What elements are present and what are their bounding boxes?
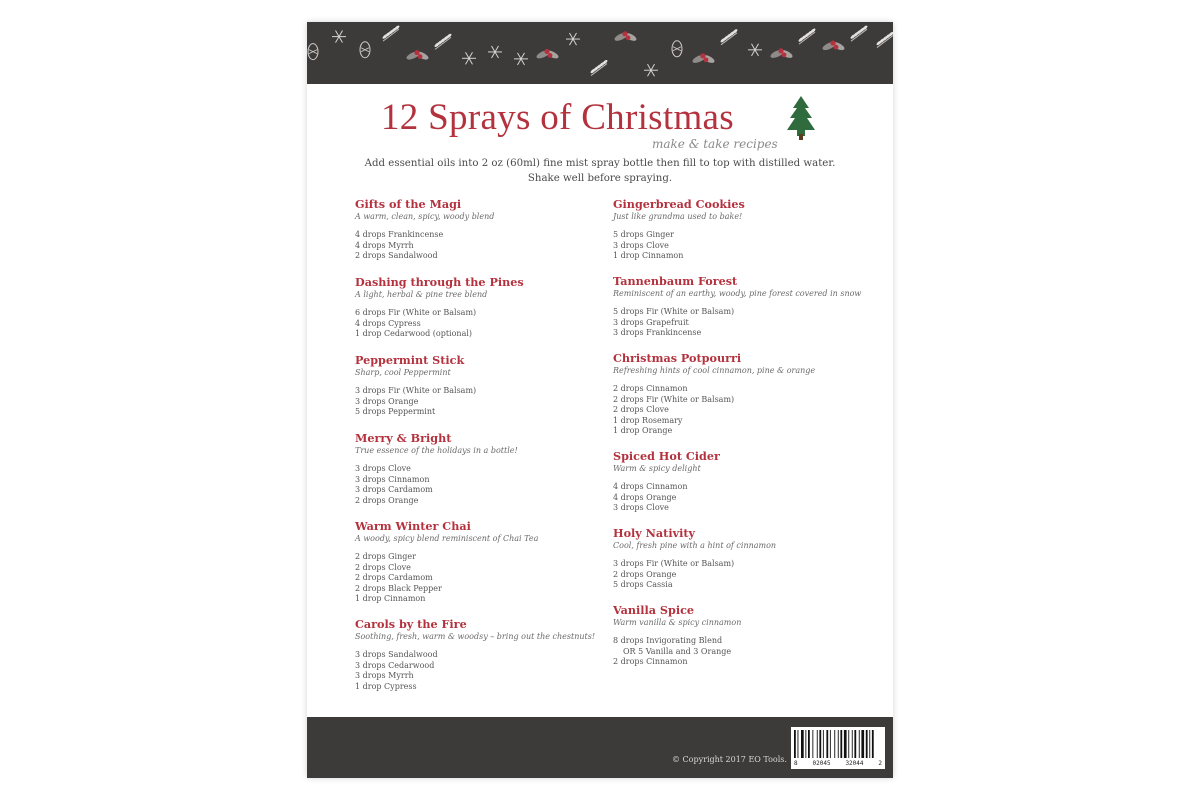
recipe-ingredient: 1 drop Cypress [355,681,417,691]
recipe-title: Warm Winter Chai [355,519,471,533]
recipe-ingredient: 3 drops Cardamom [355,485,433,494]
recipe-carols-by-the-fire [355,618,605,692]
recipe-spiced-hot-cider [613,450,863,514]
recipe-ingredient: 2 drops Black Pepper [355,583,442,593]
recipe-ingredient: 3 drops Cinnamon [355,474,430,484]
recipe-merry-and-bright [355,432,605,506]
recipe-ingredient: 3 drops Fir (White or Balsam) [613,559,735,568]
recipe-title: Christmas Potpourri [613,351,742,365]
recipe-description: Refreshing hints of cool cinnamon, pine & orange [613,366,816,375]
recipe-ingredient: 2 drops Fir (White or Balsam) [613,394,735,404]
recipe-description: A woody, spicy blend reminiscent of Chai Tea [355,534,539,543]
recipe-ingredient: 3 drops Myrrh [355,671,414,680]
recipe-ingredient: 3 drops Clove [355,464,411,473]
recipe-ingredient: 6 drops Fir (White or Balsam) [355,308,477,317]
recipe-ingredient: 3 drops Sandalwood [355,650,438,659]
recipe-ingredient: 2 drops Cinnamon [613,384,688,393]
recipe-gingerbread-cookies [613,198,863,262]
recipe-ingredient: 2 drops Sandalwood [355,251,438,260]
recipe-description: Warm & spicy delight [613,464,701,473]
recipe-ingredient: 4 drops Cypress [355,318,421,328]
recipe-sheet [307,22,893,778]
recipe-description: Sharp, cool Peppermint [355,368,451,377]
recipe-description: Just like grandma used to bake! [613,212,743,221]
recipe-ingredient: 3 drops Frankincense [613,328,702,337]
recipe-title: Tannenbaum Forest [613,274,738,288]
instructions-line-2: Shake well before spraying. [527,173,673,184]
recipe-ingredient: 4 drops Myrrh [355,240,414,250]
barcode-digits: 32044 [845,760,864,767]
page-title: 12 Sprays of Christmas [381,97,734,138]
barcode-number [794,760,882,767]
recipe-ingredient: 5 drops Fir (White or Balsam) [613,307,735,316]
recipe-ingredient: 1 drop Rosemary [613,415,683,425]
recipe-ingredient: 3 drops Grapefruit [613,317,689,327]
barcode-digit: 2 [878,760,882,767]
recipe-description: True essence of the holidays in a bottle! [355,446,518,455]
recipe-title: Merry & Bright [355,431,452,445]
recipe-ingredient: 2 drops Orange [613,569,677,579]
recipe-title: Dashing through the Pines [355,275,524,289]
recipe-description: Reminiscent of an earthy, woody, pine forest covered in snow [613,289,862,298]
recipe-ingredient: 8 drops Invigorating Blend [613,636,723,645]
recipe-title: Gingerbread Cookies [613,197,745,211]
recipe-dashing-through-the-pines [355,276,605,340]
recipe-ingredient: 2 drops Clove [355,562,411,572]
recipe-ingredient: 1 drop Cedarwood (optional) [355,329,473,338]
recipe-description: Cool, fresh pine with a hint of cinnamon [613,541,777,550]
title-block [307,92,893,152]
recipe-vanilla-spice [613,604,863,668]
recipe-ingredient: 5 drops Ginger [613,230,674,239]
recipe-ingredient: 1 drop Orange [613,426,673,435]
recipe-gifts-of-the-magi [355,198,605,262]
recipe-ingredient: 3 drops Clove [613,240,669,250]
recipe-ingredient: 3 drops Cedarwood [355,660,435,670]
recipe-ingredient: 2 drops Cardamom [355,573,433,582]
barcode [791,727,885,769]
barcode-digits: 02045 [812,760,831,767]
recipe-ingredient: 4 drops Cinnamon [613,482,688,491]
recipe-description: Soothing, fresh, warm & woodsy – bring out the chestnuts! [355,632,596,641]
instructions-line-1: Add essential oils into 2 oz (60ml) fine mist spray bottle then fill to top with distilled water. [364,158,836,169]
page-subtitle: make & take recipes [652,137,778,151]
recipe-ingredient: 2 drops Ginger [355,552,416,561]
copyright-text: © Copyright 2017 EO Tools. [672,755,787,764]
barcode-icon [794,730,882,760]
recipe-ingredient: OR 5 Vanilla and 3 Orange [623,646,732,656]
recipe-holy-nativity [613,527,863,591]
recipe-ingredient: 1 drop Cinnamon [355,594,426,603]
recipe-ingredient: 4 drops Frankincense [355,230,444,239]
recipe-title: Spiced Hot Cider [613,449,720,463]
recipe-title: Vanilla Spice [613,603,695,617]
instructions [337,156,863,186]
barcode-digit: 8 [794,760,798,767]
recipe-ingredient: 3 drops Orange [355,396,419,406]
recipe-description: A warm, clean, spicy, woody blend [355,212,495,221]
recipe-ingredient: 3 drops Fir (White or Balsam) [355,386,477,395]
recipe-description: Warm vanilla & spicy cinnamon [613,618,742,627]
recipe-description: A light, herbal & pine tree blend [355,290,488,299]
recipe-warm-winter-chai [355,520,605,605]
recipe-ingredient: 1 drop Cinnamon [613,251,684,260]
recipe-title: Peppermint Stick [355,353,465,367]
recipe-title: Carols by the Fire [355,617,467,631]
recipe-ingredient: 2 drops Orange [355,495,419,505]
recipe-title: Holy Nativity [613,526,695,540]
recipe-peppermint-stick [355,354,605,418]
recipe-ingredient: 4 drops Orange [613,492,677,502]
recipe-ingredient: 2 drops Cinnamon [613,657,688,666]
christmas-tree-icon [785,96,817,144]
recipe-ingredient: 2 drops Clove [613,405,669,414]
recipe-ingredient: 3 drops Clove [613,503,669,512]
holiday-pattern-band [307,22,893,84]
holly-pattern-icon [307,22,893,84]
recipe-christmas-potpourri [613,352,863,437]
recipe-tannenbaum-forest [613,275,863,339]
recipe-ingredient: 5 drops Cassia [613,580,673,589]
recipe-title: Gifts of the Magi [355,197,462,211]
recipe-ingredient: 5 drops Peppermint [355,407,436,416]
